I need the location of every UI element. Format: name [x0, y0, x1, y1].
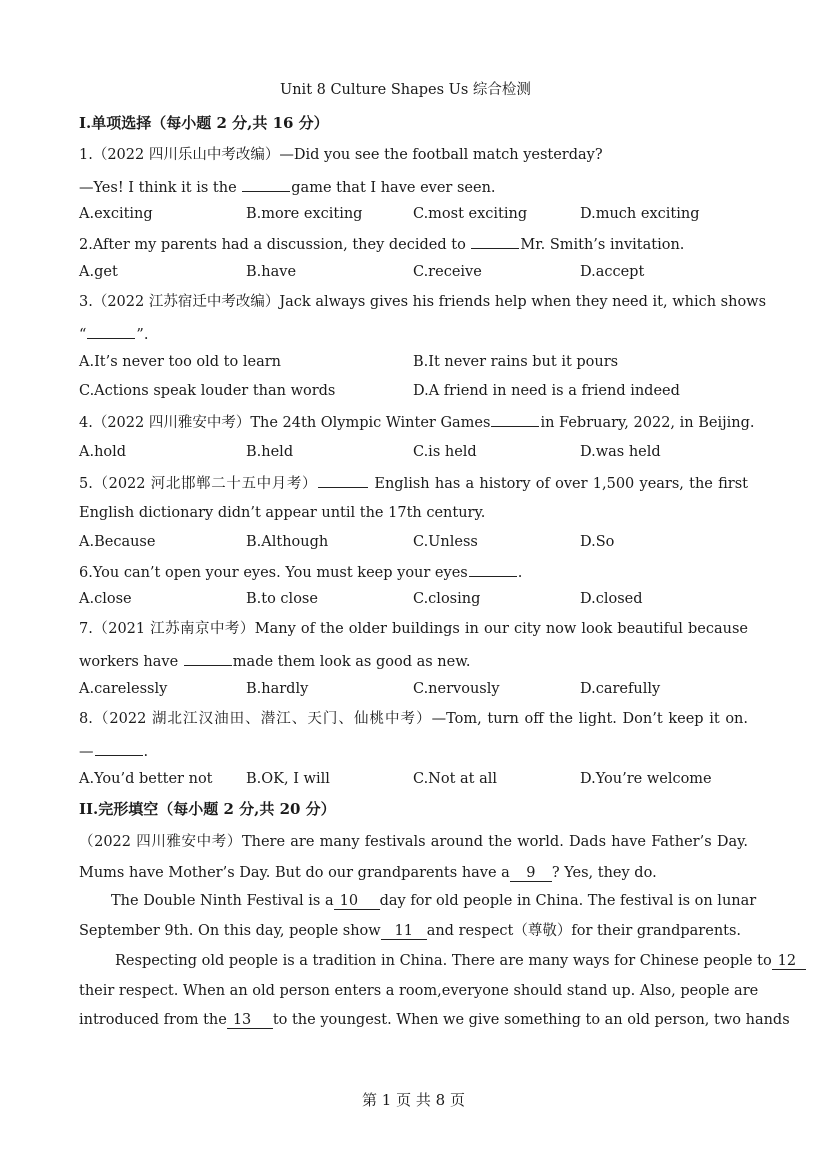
option-c: C.closing: [413, 591, 481, 607]
question-4-line: [79, 412, 754, 432]
question-3-text-b: ”.: [136, 327, 149, 343]
question-7-line-2: [79, 651, 471, 671]
question-8-text-b: .: [143, 744, 149, 760]
question-3-text-a: “: [79, 327, 87, 343]
passage-text: Respecting old people is a tradition in China. There are many ways for Chinese people to: [115, 953, 772, 969]
option-d: D.much exciting: [580, 206, 700, 222]
answer-blank: [491, 412, 539, 427]
answer-blank: [87, 324, 135, 339]
question-1-text-a: —Yes! I think it is the: [79, 180, 242, 196]
option-a: A.carelessly: [79, 681, 168, 697]
passage-line-7: [79, 1011, 790, 1029]
passage-line-6: their respect. When an old person enters a room,everyone should stand up. Also, people are: [79, 983, 759, 999]
option-d: D.closed: [580, 591, 643, 607]
question-7-text-a: workers have: [79, 654, 183, 670]
passage-text: September 9th. On this day, people show: [79, 923, 381, 939]
option-d: D.was held: [580, 444, 661, 460]
question-2-text-a: 2.After my parents had a discussion, they decided to: [79, 237, 471, 253]
cloze-blank-10: 10: [334, 893, 380, 910]
answer-blank: [184, 651, 232, 666]
question-8-line-1: 8.（2022 湖北江汉油田、潜江、天门、仙桃中考）—Tom, turn off the light. Don’t keep it on.: [79, 711, 748, 727]
option-d: D.You’re welcome: [580, 771, 712, 787]
passage-line-3: [111, 892, 757, 910]
question-3-line-1: 3.（2022 江苏宿迁中考改编）Jack always gives his friends help when they need it, which shows: [79, 294, 767, 310]
option-a: A.It’s never too old to learn: [79, 354, 281, 370]
option-c: C.Actions speak louder than words: [79, 383, 336, 399]
question-2-line: [79, 234, 684, 254]
page-title: Unit 8 Culture Shapes Us 综合检测: [280, 82, 531, 98]
answer-blank: [95, 741, 143, 756]
option-c: C.nervously: [413, 681, 500, 697]
cloze-blank-9: 9: [510, 865, 552, 882]
option-d: D.carefully: [580, 681, 661, 697]
option-a: A.close: [79, 591, 132, 607]
passage-text: to the youngest. When we give something to an old person, two hands: [272, 1012, 790, 1028]
answer-blank: [469, 562, 517, 577]
option-a: A.get: [79, 264, 118, 280]
question-7-text-b: made them look as good as new.: [232, 654, 471, 670]
option-b: B.OK, I will: [246, 771, 330, 787]
question-2-text-b: Mr. Smith’s invitation.: [520, 237, 685, 253]
answer-blank: [318, 473, 368, 488]
passage-text: and respect（尊敬）for their grandparents.: [426, 923, 742, 939]
question-6-text-a: 6.You can’t open your eyes. You must keep your eyes: [79, 565, 468, 581]
option-a: A.hold: [79, 444, 127, 460]
question-5-line-1: [79, 473, 748, 493]
question-1-line-1: 1.（2022 四川乐山中考改编）—Did you see the football match yesterday?: [79, 147, 603, 163]
option-c: C.receive: [413, 264, 482, 280]
page-number-footer: 第 1 页 共 8 页: [362, 1091, 465, 1109]
question-6-line: [79, 562, 522, 582]
question-8-text-a: —: [79, 744, 94, 760]
passage-line-4: [79, 922, 741, 940]
answer-blank: [242, 177, 290, 192]
option-d: D.So: [580, 534, 615, 550]
question-4-text-a: 4.（2022 四川雅安中考）The 24th Olympic Winter Games: [79, 415, 491, 431]
option-c: C.is held: [413, 444, 477, 460]
option-b: B.held: [246, 444, 294, 460]
option-c: C.Not at all: [413, 771, 498, 787]
option-b: B.hardly: [246, 681, 309, 697]
option-b: B.Although: [246, 534, 329, 550]
section-heading-cloze: II.完形填空（每小题 2 分,共 20 分）: [79, 800, 336, 818]
question-5-text-a: 5.（2022 河北邯郸二十五中月考）: [79, 476, 318, 492]
question-5-text-b: English has a history of over 1,500 years, the first: [369, 476, 748, 492]
question-3-line-2: [79, 324, 148, 344]
passage-text: Mums have Mother’s Day. But do our grandparents have a: [79, 865, 510, 881]
option-c: C.Unless: [413, 534, 478, 550]
option-a: A.Because: [79, 534, 156, 550]
passage-text: day for old people in China. The festival is on lunar: [379, 893, 757, 909]
passage-line-1: （2022 四川雅安中考）There are many festivals around the world. Dads have Father’s Day.: [79, 834, 748, 850]
section-heading-multiple-choice: I.单项选择（每小题 2 分,共 16 分）: [79, 114, 329, 132]
cloze-blank-11: 11: [381, 923, 427, 940]
passage-text: The Double Ninth Festival is a: [111, 893, 334, 909]
question-6-text-b: .: [517, 565, 523, 581]
option-a: A.You’d better not: [79, 771, 213, 787]
option-b: B.to close: [246, 591, 318, 607]
passage-line-2: [79, 864, 657, 882]
option-d: D.accept: [580, 264, 645, 280]
option-b: B.have: [246, 264, 297, 280]
cloze-blank-13: 13: [227, 1012, 273, 1029]
question-1-line-2: [79, 177, 496, 197]
question-4-text-b: in February, 2022, in Beijing.: [540, 415, 755, 431]
passage-line-5: [115, 952, 797, 970]
question-5-line-2: English dictionary didn’t appear until the 17th century.: [79, 505, 486, 521]
question-7-line-1: 7.（2021 江苏南京中考）Many of the older buildings in our city now look beautiful because: [79, 621, 748, 637]
option-d: D.A friend in need is a friend indeed: [413, 383, 680, 399]
option-c: C.most exciting: [413, 206, 528, 222]
answer-blank: [471, 234, 519, 249]
question-1-text-b: game that I have ever seen.: [291, 180, 496, 196]
option-a: A.exciting: [79, 206, 153, 222]
passage-text: introduced from the: [79, 1012, 227, 1028]
option-b: B.It never rains but it pours: [413, 354, 619, 370]
cloze-blank-12: 12: [772, 953, 806, 970]
option-b: B.more exciting: [246, 206, 363, 222]
passage-text: ? Yes, they do.: [551, 865, 657, 881]
question-8-line-2: [79, 741, 148, 761]
